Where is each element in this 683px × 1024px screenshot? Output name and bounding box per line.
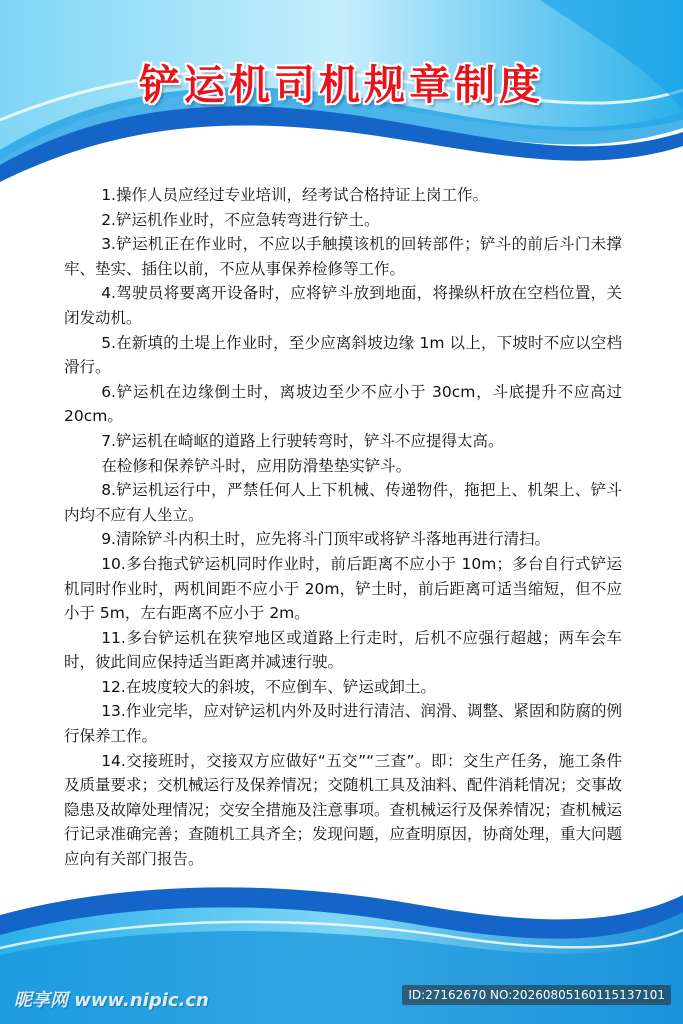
rule-item: 11.多台铲运机在狭窄地区或道路上行走时，后机不应强行超越；两车会车时，彼此间应保持适当距离并减速行驶。 <box>64 628 622 672</box>
image-id-watermark: ID:27162670 NO:20260805160115137101 <box>402 985 671 1005</box>
site-watermark: 昵享网 www.nipic.cn <box>14 990 209 1011</box>
rules-list <box>64 183 622 872</box>
rule-item: 4.驾驶员将要离开设备时，应将铲斗放到地面，将操纵杆放在空档位置，关闭发动机。 <box>64 284 622 327</box>
rule-item: 8.铲运机运行中，严禁任何人上下机械、传递物件，拖把上、机架上、铲斗内均不应有人坐立。 <box>64 481 622 524</box>
rule-item: 10.多台拖式铲运机同时作业时，前后距离不应小于 10m；多台自行式铲运机同时作业时，两机间距不应小于 20m，铲土时，前后距离可适当缩短，但不应小于 5m，左右距离不应小于 2m。 <box>64 554 622 623</box>
rule-item: 14.交接班时，交接双方应做好“五交”“三查”。即：交生产任务，施工条件及质量要求；交机械运行及保养情况；交随机工具及油料、配件消耗情况；交事故隐患及故障处理情况；交安全措施及注意事项。查机械运行及保养情况；查机械运行记录准确完善；查随机工具齐全；发现问题，应查明原因，协商处理，重大问题应向有关部门报告。 <box>64 751 623 869</box>
rule-item: 9.清除铲斗内积土时，应先将斗门顶牢或将铲斗落地再进行清扫。 <box>101 530 550 549</box>
rule-item: 13.作业完毕，应对铲运机内外及时进行清洁、润滑、调整、紧固和防腐的例行保养工作。 <box>64 702 622 746</box>
rule-item: 5.在新填的土堤上作业时，至少应离斜坡边缘 1m 以上，下坡时不应以空档滑行。 <box>64 333 622 377</box>
rule-item: 1.操作人员应经过专业培训，经考试合格持证上岗工作。 <box>101 186 488 204</box>
rule-item: 3.铲运机正在作业时，不应以手触摸该机的回转部件；铲斗的前后斗门未撑牢、垫实、插住以前，不应从事保养检修等工作。 <box>64 235 622 278</box>
rule-item: 7.铲运机在崎岖的道路上行驶转弯时，铲斗不应提得太高。 <box>101 431 504 450</box>
page-title: 铲运机司机规章制度 <box>139 61 544 109</box>
rule-item: 6.铲运机在边缘倒土时，离坡边至少不应小于 30cm，斗底提升不应高过 20cm。 <box>64 382 622 426</box>
rule-item: 在检修和保养铲斗时，应用防滑垫垫实铲斗。 <box>101 456 412 475</box>
rule-item: 12.在坡度较大的斜坡，不应倒车、铲运或卸土。 <box>101 677 436 696</box>
rule-item: 2.铲运机作业时，不应急转弯进行铲土。 <box>101 210 380 229</box>
